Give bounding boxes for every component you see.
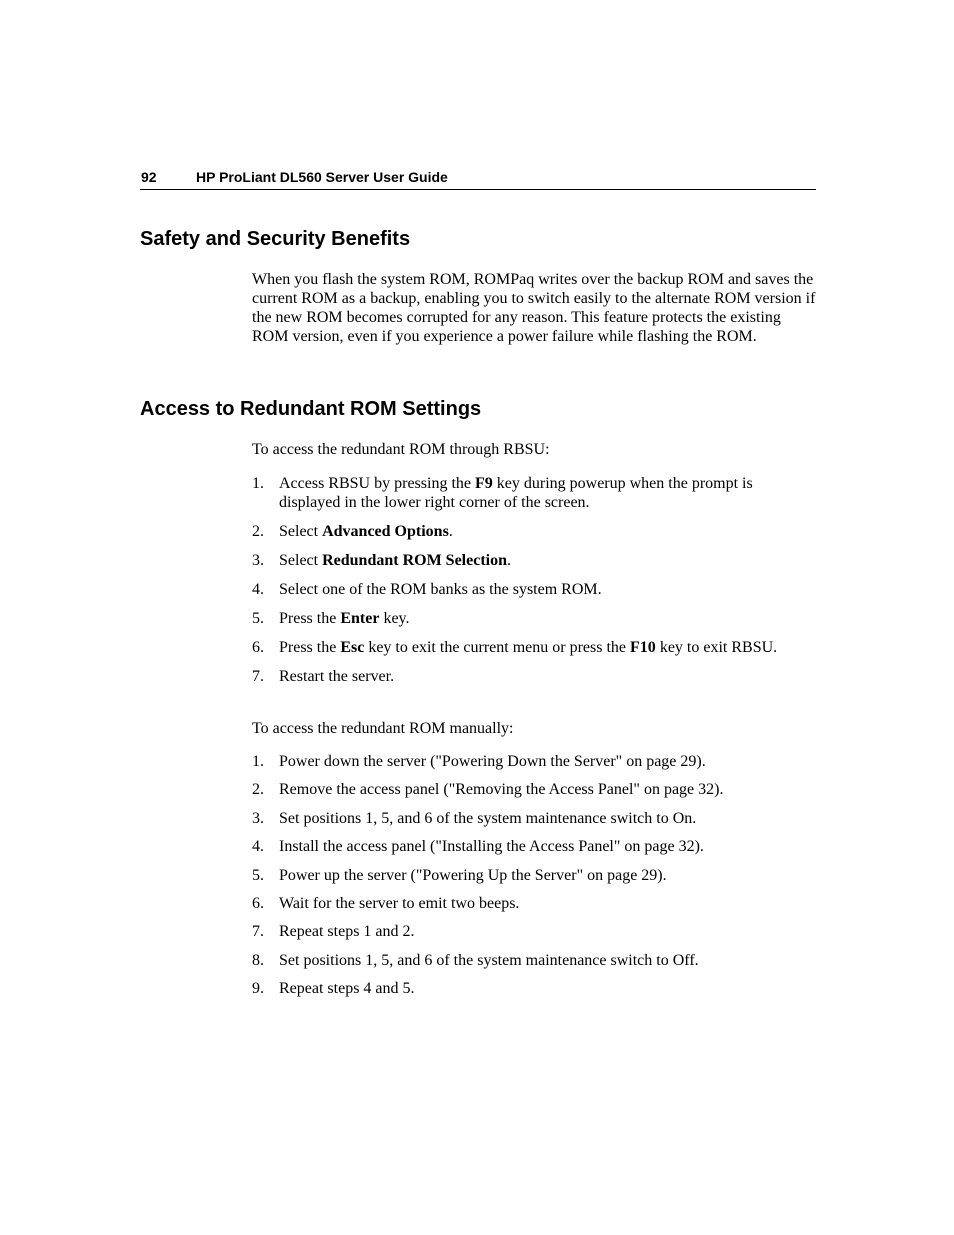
step-number: 7.	[252, 923, 264, 941]
step-keyword: Redundant ROM Selection	[322, 552, 507, 569]
list-item	[252, 866, 817, 885]
step-text: Set positions 1, 5, and 6 of the system maintenance switch to Off.	[279, 951, 699, 969]
rbsu-steps-list	[252, 474, 817, 686]
list-item	[252, 580, 817, 599]
safety-paragraph: When you flash the system ROM, ROMPaq writes over the backup ROM and saves the current ROM as a backup, enabling you to switch easily to the alternate ROM version if the new ROM becomes corrupted for any reason. This feature protects the existing ROM version, even if you experience a power failure while flashing the ROM.	[252, 271, 816, 345]
list-item	[252, 522, 817, 541]
step-number: 3.	[252, 809, 264, 827]
list-item	[252, 752, 817, 771]
step-number: 3.	[252, 552, 264, 569]
step-number: 5.	[252, 866, 264, 884]
step-text: Access RBSU by pressing the	[279, 475, 475, 492]
list-item	[252, 667, 817, 686]
step-text: Power down the server ("Powering Down the Server" on page 29).	[279, 753, 706, 770]
list-item	[252, 922, 817, 941]
step-number: 6.	[252, 639, 264, 656]
step-text: key during powerup when the prompt is displayed in the lower right corner of the screen.	[279, 475, 753, 511]
step-keyword: Enter	[340, 610, 380, 627]
step-number: 6.	[252, 894, 264, 912]
step-text: Set positions 1, 5, and 6 of the system maintenance switch to On.	[279, 809, 697, 827]
step-text: key to exit RBSU.	[655, 639, 778, 656]
list-item	[252, 894, 817, 913]
step-text: Restart the server.	[279, 668, 395, 685]
step-text: Remove the access panel ("Removing the Access Panel" on page 32).	[279, 781, 724, 799]
manual-intro: To access the redundant ROM manually:	[252, 720, 514, 737]
step-number: 2.	[252, 523, 264, 540]
step-text: Press the	[279, 610, 341, 627]
step-keyword: F9	[474, 475, 493, 492]
step-keyword: Advanced Options	[322, 523, 449, 540]
step-number: 4.	[252, 581, 264, 598]
section-title-redundant-rom: Access to Redundant ROM Settings	[140, 398, 482, 420]
page-number: 92	[141, 169, 157, 185]
step-keyword: Esc	[340, 639, 365, 656]
step-number: 2.	[252, 781, 264, 799]
page-header	[140, 168, 816, 190]
step-text: Wait for the server to emit two beeps.	[279, 894, 520, 912]
step-text: Repeat steps 4 and 5.	[279, 980, 415, 998]
list-item	[252, 638, 817, 657]
step-text: Select	[279, 552, 323, 569]
list-item	[252, 551, 817, 570]
section-title-safety: Safety and Security Benefits	[140, 228, 411, 250]
document-title: HP ProLiant DL560 Server User Guide	[196, 169, 448, 185]
step-number: 7.	[252, 668, 264, 685]
step-text: Install the access panel ("Installing the Access Panel" on page 32).	[279, 838, 704, 856]
step-number: 1.	[252, 475, 264, 492]
step-text: Select one of the ROM banks as the system ROM.	[279, 581, 602, 598]
list-item	[252, 474, 817, 512]
step-number: 5.	[252, 610, 264, 627]
step-text: key to exit the current menu or press the	[364, 639, 631, 656]
step-text: Power up the server ("Powering Up the Server" on page 29).	[279, 866, 667, 884]
step-number: 4.	[252, 838, 264, 856]
list-item	[252, 809, 817, 828]
manual-steps-list	[252, 752, 817, 998]
step-number: 1.	[252, 753, 264, 770]
step-text: Press the	[279, 639, 341, 656]
step-text: .	[507, 552, 511, 569]
list-item	[252, 951, 817, 970]
step-keyword: F10	[630, 639, 656, 656]
step-number: 9.	[252, 980, 264, 998]
list-item	[252, 979, 817, 998]
step-number: 8.	[252, 951, 264, 969]
list-item	[252, 780, 817, 799]
step-text: key.	[379, 610, 410, 627]
list-item	[252, 609, 817, 628]
rbsu-intro: To access the redundant ROM through RBSU:	[252, 441, 550, 458]
step-text: Repeat steps 1 and 2.	[279, 923, 415, 941]
step-text: Select	[279, 523, 323, 540]
step-text: .	[448, 523, 453, 540]
list-item	[252, 837, 817, 856]
